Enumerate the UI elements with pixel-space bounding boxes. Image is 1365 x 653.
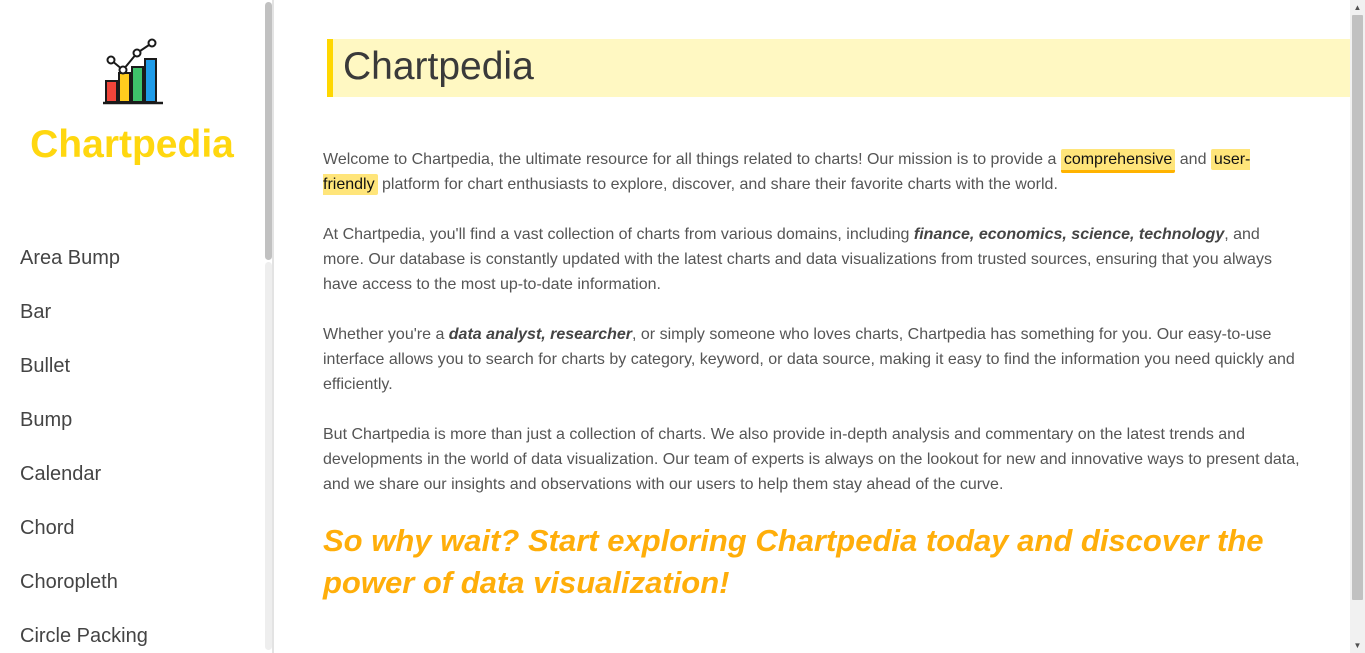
paragraph-collection-text-a: At Chartpedia, you'll find a vast collection of charts from various domains, including <box>323 226 914 243</box>
paragraph-intro-text-a: Welcome to Chartpedia, the ultimate resource for all things related to charts! Our mission is to provide a <box>323 151 1061 168</box>
paragraph-collection <box>323 222 1303 297</box>
paragraph-audience <box>323 322 1303 397</box>
sidebar-scrollbar-thumb[interactable] <box>265 2 272 260</box>
sidebar-item-area-bump[interactable]: Area Bump <box>20 247 121 269</box>
emphasis-domains: finance, economics, science, technology <box>913 226 1225 243</box>
window-scrollbar-thumb[interactable] <box>1352 15 1363 600</box>
article-body <box>323 147 1303 522</box>
brand-name[interactable]: Chartpedia <box>30 123 234 166</box>
highlight-user-friendly: user-friendly <box>323 151 1251 193</box>
paragraph-analysis: But Chartpedia is more than just a collection of charts. We also provide in-depth analysis and commentary on the latest trends and developments in the world of data visualization. Our team of experts is always on the lookout for new and innovative ways to present data, and we share our insights and observations with our users to help them stay ahead of the curve. <box>323 426 1300 493</box>
scroll-down-arrow-icon[interactable]: ▼ <box>1353 641 1362 650</box>
sidebar <box>0 0 272 653</box>
sidebar-item-calendar[interactable]: Calendar <box>20 463 102 485</box>
page-title: Chartpedia <box>343 45 534 88</box>
sidebar-item-choropleth[interactable]: Choropleth <box>20 571 118 593</box>
page-title-banner <box>327 39 1350 97</box>
paragraph-audience-text-a: Whether you're a <box>323 326 449 343</box>
call-to-action: So why wait? Start exploring Chartpedia today and discover the power of data visualization! <box>323 523 1264 600</box>
main-content <box>274 0 1350 653</box>
scroll-up-arrow-icon[interactable]: ▲ <box>1353 3 1362 12</box>
sidebar-item-bump[interactable]: Bump <box>20 409 73 431</box>
sidebar-item-bullet[interactable]: Bullet <box>20 355 71 377</box>
emphasis-roles: data analyst, researcher <box>448 326 632 343</box>
paragraph-collection-text-b: , and more. Our database is constantly updated with the latest charts and data visualizations from trusted sources, ensuring that you always have access to the most up-to-date information. <box>323 226 1272 293</box>
bar-line-chart-icon <box>100 37 166 105</box>
paragraph-intro-text-c: platform for chart enthusiasts to explore, discover, and share their favorite charts with the world. <box>377 176 1058 193</box>
sidebar-item-bar[interactable]: Bar <box>20 301 52 323</box>
highlight-comprehensive: comprehensive <box>1061 149 1176 173</box>
paragraph-audience-text-b: , or simply someone who loves charts, Chartpedia has something for you. Our easy-to-use interface allows you to search for charts by category, keyword, or data source, making it easy to find the information you need quickly and efficiently. <box>323 326 1295 393</box>
window-scrollbar[interactable] <box>1350 0 1365 653</box>
sidebar-item-chord[interactable]: Chord <box>20 517 75 539</box>
sidebar-scrollbar-lower-track[interactable] <box>265 262 272 650</box>
sidebar-nav <box>20 243 148 653</box>
paragraph-intro <box>323 147 1303 197</box>
paragraph-intro-text-b: and <box>1175 151 1211 168</box>
sidebar-item-circle-packing[interactable]: Circle Packing <box>20 625 148 647</box>
